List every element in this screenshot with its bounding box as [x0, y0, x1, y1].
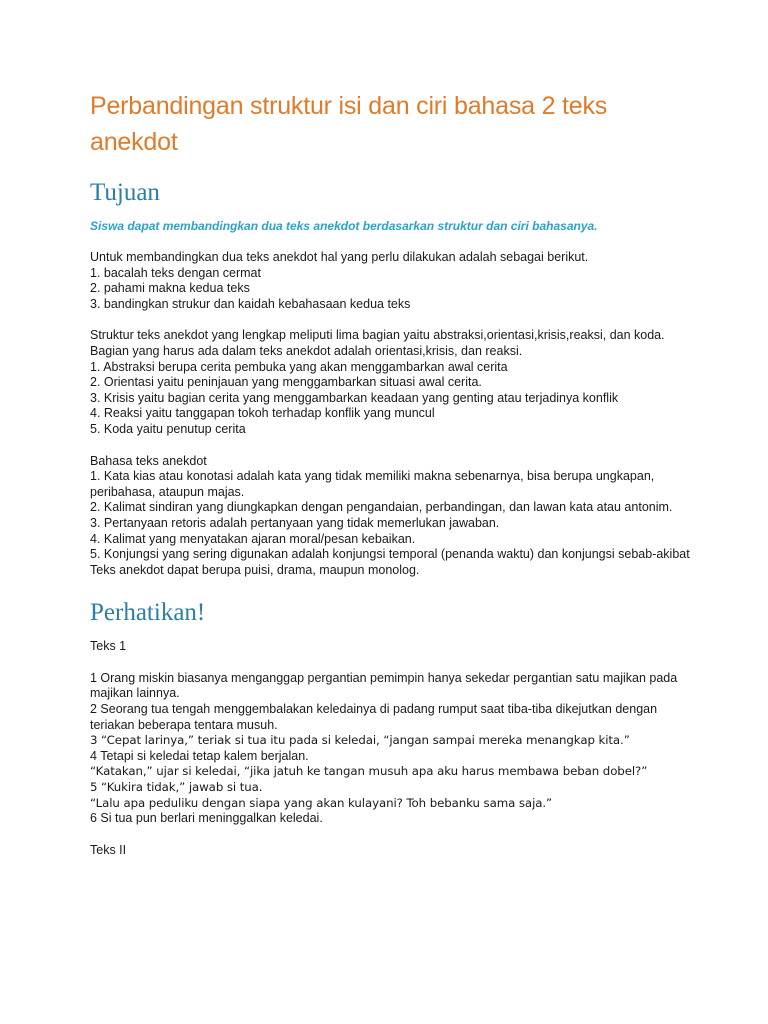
- list-item: 1. Kata kias atau konotasi adalah kata yang tidak memiliki makna sebenarnya, bisa berupa ungkapan, peribahasa, ataupun majas.: [90, 469, 655, 499]
- bahasa-intro: Bahasa teks anekdot: [90, 453, 207, 468]
- document-page: [90, 88, 690, 858]
- story-dialogue: 5 “Kukira tidak,” jawab si tua.: [90, 780, 263, 795]
- steps-section: [90, 250, 690, 312]
- steps-intro: Untuk membandingkan dua teks anekdot hal yang perlu dilakukan adalah sebagai berikut.: [90, 250, 589, 264]
- list-item: 2. Kalimat sindiran yang diungkapkan dengan pengandaian, perbandingan, dan lawan kata atau antonim.: [90, 500, 673, 515]
- teks1-label-block: [90, 639, 690, 655]
- list-item: 2. Orientasi yaitu peninjauan yang menggambarkan situasi awal cerita.: [90, 375, 482, 390]
- list-item: 3. Krisis yaitu bagian cerita yang menggambarkan keadaan yang genting atau terjadinya konflik: [90, 390, 619, 405]
- list-item: 4. Kalimat yang menyatakan ajaran moral/pesan kebaikan.: [90, 531, 416, 546]
- story-line: 6 Si tua pun berlari meninggalkan keledai.: [90, 811, 323, 826]
- story-dialogue: “Katakan,” ujar si keledai, “jika jatuh ke tangan musuh apa aku harus membawa beban dobel?”: [90, 764, 648, 779]
- bahasa-section: [90, 454, 690, 579]
- struktur-section: [90, 328, 690, 437]
- story-line: 1 Orang miskin biasanya menganggap pergantian pemimpin hanya sekedar pergantian satu majikan pada majikan lainnya.: [90, 670, 678, 701]
- struktur-intro: Struktur teks anekdot yang lengkap meliputi lima bagian yaitu abstraksi,orientasi,krisis,reaksi, dan koda. Bagian yang harus ada dalam teks anekdot adalah orientasi,krisis, dan reaksi.: [90, 328, 665, 358]
- bahasa-closing: Teks anekdot dapat berupa puisi, drama, maupun monolog.: [90, 562, 420, 577]
- list-item: 1. bacalah teks dengan cermat: [90, 265, 261, 280]
- list-item: 3. Pertanyaan retoris adalah pertanyaan yang tidak memerlukan jawaban.: [90, 515, 500, 530]
- list-item: 5. Koda yaitu penutup cerita: [90, 421, 246, 436]
- tujuan-heading: Tujuan: [90, 179, 160, 206]
- teks2-label: Teks II: [90, 842, 127, 857]
- list-item: 5. Konjungsi yang sering digunakan adalah konjungsi temporal (penanda waktu) dan konjungsi sebab-akibat: [90, 547, 690, 562]
- story-line: 2 Seorang tua tengah menggembalakan keledainya di padang rumput saat tiba-tiba dikejutkan dengan teriakan beberapa tentara musuh.: [90, 702, 658, 732]
- teks1-body: [90, 671, 690, 827]
- list-item: 2. pahami makna kedua teks: [90, 281, 250, 296]
- story-dialogue: “Lalu apa peduliku dengan siapa yang akan kulayani? Toh bebanku sama saja.”: [90, 795, 553, 810]
- list-item: 4. Reaksi yaitu tanggapan tokoh terhadap konflik yang muncul: [90, 406, 435, 421]
- story-dialogue: 3 “Cepat larinya,” teriak si tua itu pada si keledai, “jangan sampai mereka menangkap kita.”: [90, 733, 630, 748]
- story-line: 4 Tetapi si keledai tetap kalem berjalan.: [90, 748, 309, 763]
- perhatikan-heading: Perhatikan!: [90, 599, 206, 627]
- list-item: 3. bandingkan strukur dan kaidah kebahasaan kedua teks: [90, 296, 411, 311]
- objective-text: Siswa dapat membandingkan dua teks anekdot berdasarkan struktur dan ciri bahasanya.: [90, 219, 598, 233]
- list-item: 1. Abstraksi berupa cerita pembuka yang akan menggambarkan awal cerita: [90, 359, 508, 374]
- document-title: Perbandingan struktur isi dan ciri bahasa 2 teks anekdot: [90, 92, 608, 156]
- teks1-label: Teks 1: [90, 639, 127, 654]
- teks2-label-block: [90, 843, 690, 859]
